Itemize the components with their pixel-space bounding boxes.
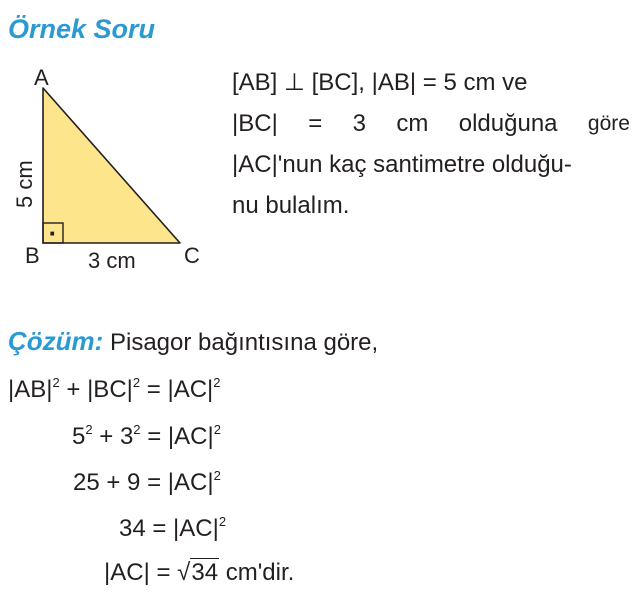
radical-sign: √ [177, 559, 191, 586]
eq2-exp: 2 [213, 422, 221, 437]
problem-line-4: nu bulalım. [232, 192, 350, 219]
right-angle-dot: · [48, 218, 58, 248]
eq5-rhs: cm'dir. [219, 559, 295, 586]
problem-line-2-word: 3 [352, 110, 366, 137]
problem-line-2-word: |BC| [232, 110, 278, 137]
eq4-exp: 2 [218, 514, 227, 529]
eq2-exp: 2 [85, 422, 93, 437]
example-heading: Örnek Soru [8, 14, 156, 44]
vertex-b-label: B [25, 243, 40, 268]
eq1-exp: 2 [52, 375, 60, 390]
solution-intro [8, 326, 378, 357]
vertex-a-label: A [34, 65, 49, 90]
side-bc-label: 3 cm [88, 248, 136, 273]
eq2-exp: 2 [133, 422, 141, 437]
solution-intro-text: Pisagor bağıntısına göre, [103, 329, 379, 356]
eq2-term-b: + 3 [92, 423, 134, 450]
problem-line-1: [AB] ⊥ [BC], |AB| = 5 cm ve [232, 69, 528, 96]
problem-statement [232, 62, 630, 226]
eq1-term-bc: + |BC| [59, 376, 133, 403]
eq3-text: 25 + 9 = |AC| [73, 469, 214, 496]
eq1-term-ab: |AB| [8, 376, 53, 403]
right-triangle-figure [0, 60, 230, 280]
problem-line-2-word: olduğuna [458, 110, 558, 137]
problem-line-2 [232, 103, 630, 144]
eq1-exp: 2 [132, 375, 141, 390]
radicand: 34 [191, 559, 219, 586]
equation-5 [104, 559, 294, 587]
eq1-term-ac: = |AC| [140, 376, 214, 403]
square-root [177, 559, 219, 587]
equation-4 [119, 515, 226, 543]
problem-line-3: |AC|'nun kaç santimetre olduğu- [232, 151, 572, 178]
eq2-term-a: 5 [72, 423, 86, 450]
problem-line-2-word: göre [587, 112, 630, 135]
side-ab-label: 5 cm [12, 160, 37, 208]
eq1-exp: 2 [213, 375, 221, 390]
eq5-lhs: |AC| = [104, 559, 178, 586]
solution-label: Çözüm: [8, 326, 104, 356]
eq4-text: 34 = |AC| [119, 515, 219, 542]
vertex-c-label: C [184, 243, 200, 268]
problem-line-2-word: cm [396, 110, 429, 137]
equation-2 [72, 423, 221, 451]
triangle-shape [43, 88, 180, 243]
eq2-term-c: = |AC| [140, 423, 214, 450]
eq3-exp: 2 [213, 468, 221, 483]
problem-line-2-word: = [308, 110, 323, 137]
equation-1 [8, 376, 221, 404]
equation-3 [73, 469, 221, 497]
